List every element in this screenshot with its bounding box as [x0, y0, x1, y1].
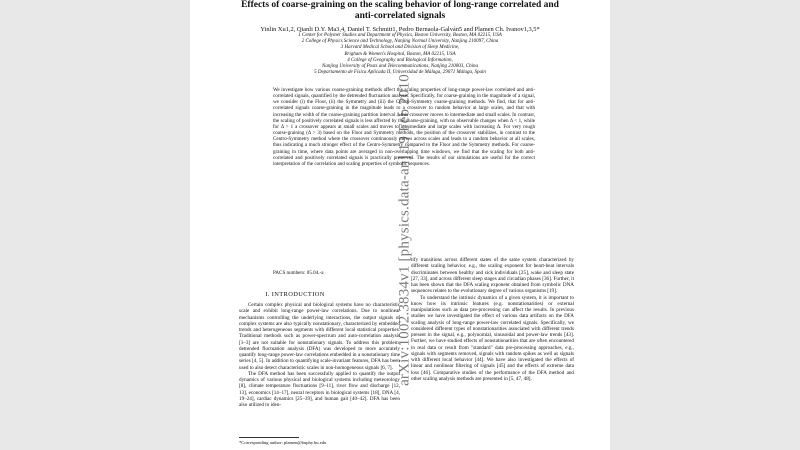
title-line-2: anti-correlated signals — [354, 11, 446, 21]
affiliation-line: Nanjing University of Posts and Telecommunications, Nanjing 210003, China — [322, 64, 478, 70]
paper-title — [190, 0, 610, 22]
arxiv-stamp: arXiv:1002.3834v1 [physics.data-an] 19 Feb 2010 — [396, 74, 413, 386]
abstract: We investigate how various coarse-graining methods affect the scaling properties of long-range power-law correlated and anti-correlated signals, quantified by the detrended fluctuation analysis. Specifically, for coarse-graining in the magnitude of a signal, we consider (i) the Floor, (ii) the Symmetry and (iii) the Centro-Symmetry coarse-graining methods. We find, that for anti-correlated signals coarse-graining in the magnitude leads to a crossover to random behavior at large scales, and that with increasing the width of the coarse-graining partition interval Δ this crossover moves to intermediate and small scales. In contrast, the scaling of positively correlated signals is less affected by the coarse-graining, with no observable changes when Δ < 1, while for Δ > 1 a crossover appears at small scales and moves to intermediate and large scales with increasing Δ. For very rough coarse-graining (Δ > 3) based on the Floor and Symmetry methods, the position of the crossover stabilizes, in contrast to the Centro-Symmetry method where the crossover continuously moves across scales and leads to a random behavior at all scales, thus indicating a much stronger effect of the Centro-Symmetry compared to the Floor and the Symmetry methods. For coarse-graining in time, where data points are averaged in non-overlapping time windows, we find that the scaling for both anti-correlated and positively correlated signals is practically preserved. The results of our simulations are useful for the correct interpretation of the correlation and scaling properties of symbolic sequences. — [273, 87, 535, 167]
paragraph: Certain complex physical and biological systems have no characteristic scale and exhibit long-range power-law correlations. Due to nonlinear mechanisms controlling the underlying interactions, the output signals of complex systems are also typically nonstationary, characterized by embedded trends and heterogeneous segments with different local statistical properties. Traditional methods such as power-spectrum and auto-correlation analysis [1–3] are not suitable for nonstationary signals. To address this problem, detrended fluctuation analysis (DFA) was developed to more accurately quantify long-range power-law correlations embedded in a nonstationary time series [4, 5]. In addition to quantifying scale-invariant features, DFA has been used to also detect characteristic scales in non-homogeneous signals [6, 7]. — [239, 302, 400, 371]
affiliation-line: 1 Center for Polymer Studies and Department of Physics, Boston University, Boston, MA 02215, USA — [298, 33, 502, 38]
footnote-rule — [239, 437, 299, 438]
author-list: Yinlin Xu1,2, Qianli D.Y. Ma3,4, Daniel T. Schmitt1, Pedro Bernaola-Galván5 and Plamen Ch. Ivanov1,3,5* — [260, 26, 540, 33]
paragraph: tify transitions across different states of the same system characterized by different scaling behavior, e.g., the scaling exponent for heart-beat intervals discriminates between healthy and sick individuals [25], wake and sleep state [27, 33], and across different sleep stages and circadian phases [36]. Further, it has been shown that the DFA scaling exponent obtained from symbolic DNA sequences relates to the evolutionary degree of various organisms [19]. — [411, 257, 574, 295]
paragraph: To understand the intrinsic dynamics of a given system, it is important to know how its intrinsic features (e.g. nonstationarities) or external manipulations such as data pre-processing can affect the results. In previous studies we have investigated the effect of various data artifacts on the DFA scaling analysis of long-range power-law correlated signals. Specifically, we considered different types of nonstationarities associated with different trends present in the signal, e.g., polynomial, sinusoidal and power-law trends [43]. Further, we have studied effects of nonstationarities that are often encountered in real data or result from "standard" data pre-processing approaches, e.g., signals with segments removed, signals with random spikes as well as signals with different local behavior [44]. We have also investigated the effects of linear and nonlinear filtering of signals [45] and the effects of extreme data loss [46]. Comparative studies of the performance of the DFA method and other scaling analysis methods are presented in [5, 47, 48]. — [411, 294, 574, 382]
left-column — [239, 302, 400, 408]
footnote: *Corresponding author: plamen@buphy.bu.edu — [239, 440, 327, 445]
affiliation-line: 3 Harvard Medical School and Division of Sleep Medicine, — [340, 45, 460, 51]
paragraph: The DFA method has been successfully applied to quantify the output dynamics of various physical and biological systems including meteorology [8], climate temperature fluctuations [9–11], river flow and discharge [12, 13], economics [14–17], neural receptors in biological systems [18], DNA [4, 19–24], cardiac dynamics [25–39], and human gait [40–42]. DFA has been also utilized to iden- — [239, 370, 400, 408]
right-column — [411, 257, 574, 382]
affiliation-line: 4 College of Geography and Biological Information, — [347, 57, 453, 63]
affiliations — [190, 33, 610, 76]
section-heading-introduction: I. INTRODUCTION — [265, 291, 325, 298]
paper-page — [190, 0, 610, 450]
affiliation-line: Brigham & Women's Hospital, Boston, MA 02215, USA — [344, 51, 456, 57]
affiliation-line: 5 Departamento de Física Aplicada II, Universidad de Málaga, 29071 Málaga, Spain — [314, 70, 486, 76]
pacs-numbers: PACS numbers: 05.04.-a — [273, 270, 324, 276]
title-line-1: Effects of coarse-graining on the scaling behavior of long-range correlated and — [241, 0, 559, 10]
affiliation-line: 2 College of Physics Science and Technology, Nanjing Normal University, Nanjing 210097, China — [301, 39, 499, 45]
